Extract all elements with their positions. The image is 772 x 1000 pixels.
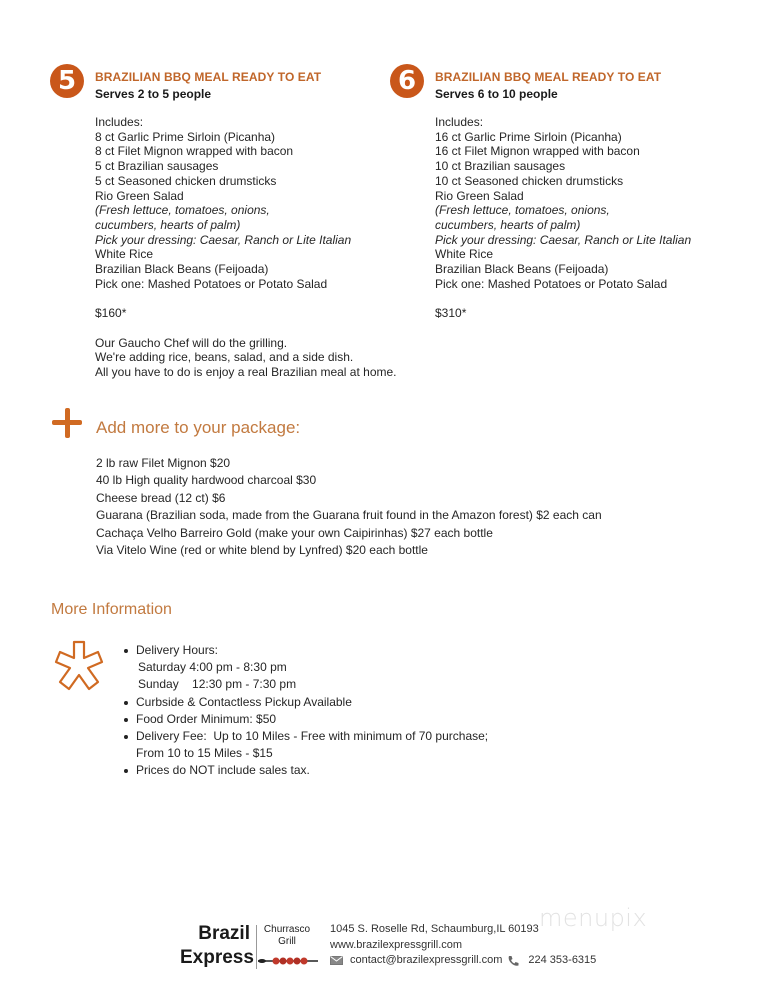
- info-list: [122, 642, 488, 780]
- addon-item: 2 lb raw Filet Mignon $20: [96, 456, 231, 470]
- address: 1045 S. Roselle Rd, Schaumburg,IL 60193: [330, 923, 539, 935]
- meal-item: Brazilian Black Beans (Feijoada): [95, 262, 269, 277]
- addon-item: Guarana (Brazilian soda, made from the Guarana fruit found in the Amazon forest) $2 each can: [96, 508, 602, 523]
- meal-item: 16 ct Garlic Prime Sirloin (Picanha): [435, 129, 622, 144]
- plus-icon: [52, 408, 82, 438]
- info-item-tax: Prices do NOT include sales tax.: [122, 762, 488, 779]
- info-item-minimum: Food Order Minimum: $50: [122, 711, 488, 728]
- salad-note: (Fresh lettuce, tomatoes, onions,: [435, 203, 610, 218]
- addmore-title: Add more to your package:: [96, 418, 301, 437]
- logo-divider: [256, 925, 257, 969]
- info-item-delivery-fee-2: From 10 to 15 Miles - $15: [136, 746, 273, 761]
- meal-title: BRAZILIAN BBQ MEAL READY TO EAT: [95, 70, 322, 84]
- addon-item: 40 lb High quality hardwood charcoal $30: [96, 473, 317, 488]
- number-badge-5: 5: [50, 64, 84, 98]
- email-link[interactable]: contact@brazilexpressgrill.com: [350, 954, 503, 966]
- meal-serves: Serves 2 to 5 people: [95, 87, 212, 101]
- meal-price: $160*: [95, 306, 127, 321]
- info-item-delivery-hours: Delivery Hours:: [122, 642, 488, 659]
- website-link[interactable]: www.brazilexpressgrill.com: [330, 938, 463, 951]
- asterisk-icon: [52, 640, 106, 694]
- number-badge-6: 6: [390, 64, 424, 98]
- footer: [180, 922, 600, 972]
- meal-item: 8 ct Garlic Prime Sirloin (Picanha): [95, 129, 276, 144]
- meal-item: Pick one: Mashed Potatoes or Potato Salad: [435, 276, 668, 291]
- includes-label: Includes:: [435, 115, 484, 129]
- addon-item: Cachaça Velho Barreiro Gold (make your own Caipirinhas) $27 each bottle: [96, 525, 493, 540]
- salad-note: cucumbers, hearts of palm): [95, 217, 241, 232]
- addmore-list: [96, 455, 602, 559]
- addon-item: Cheese bread (12 ct) $6: [96, 490, 226, 505]
- meal-title: BRAZILIAN BBQ MEAL READY TO EAT: [435, 70, 662, 84]
- logo-subtitle: Churrasco Grill: [263, 924, 311, 947]
- meal-item: 16 ct Filet Mignon wrapped with bacon: [435, 144, 640, 159]
- meal-item: 10 ct Seasoned chicken drumsticks: [435, 173, 624, 188]
- dressing-choice: Pick your dressing: Caesar, Ranch or Lite Italian: [435, 232, 692, 247]
- meal-note: All you have to do is enjoy a real Brazilian meal at home.: [95, 364, 397, 379]
- meal-item: White Rice: [435, 247, 494, 262]
- mail-icon: [330, 956, 343, 965]
- info-hours-sunday: Sunday 12:30 pm - 7:30 pm: [138, 677, 297, 692]
- meal-item: Brazilian Black Beans (Feijoada): [435, 262, 609, 277]
- addon-item: Via Vitelo Wine (red or white blend by Lynfred) $20 each bottle: [96, 543, 428, 558]
- meal-item: 5 ct Brazilian sausages: [95, 159, 219, 174]
- phone-number[interactable]: 224 353-6315: [528, 954, 597, 966]
- info-item-pickup: Curbside & Contactless Pickup Available: [122, 694, 488, 711]
- meal-item: Rio Green Salad: [435, 188, 524, 203]
- meal-item: 5 ct Seasoned chicken drumsticks: [95, 173, 277, 188]
- brand-logo: Brazil Express: [180, 923, 254, 968]
- meal-item: Pick one: Mashed Potatoes or Potato Salad: [95, 276, 328, 291]
- more-info-title: More Information: [51, 601, 172, 618]
- info-item-delivery-fee: Delivery Fee: Up to 10 Miles - Free with minimum of 70 purchase;: [122, 728, 488, 745]
- meal-price: $310*: [435, 306, 467, 321]
- meal-item: 10 ct Brazilian sausages: [435, 159, 566, 174]
- salad-note: (Fresh lettuce, tomatoes, onions,: [95, 203, 270, 218]
- dressing-choice: Pick your dressing: Caesar, Ranch or Lite Italian: [95, 232, 352, 247]
- salad-note: cucumbers, hearts of palm): [435, 217, 581, 232]
- phone-icon: [507, 955, 519, 967]
- info-hours-saturday: Saturday 4:00 pm - 8:30 pm: [138, 660, 287, 675]
- meal-item: Rio Green Salad: [95, 188, 184, 203]
- includes-label: Includes:: [95, 115, 144, 129]
- contact-info: [330, 922, 596, 969]
- meal-serves: Serves 6 to 10 people: [435, 87, 558, 101]
- skewer-icon: [258, 956, 318, 966]
- meal-note: We're adding rice, beans, salad, and a side dish.: [95, 350, 354, 365]
- watermark: menupix: [539, 904, 648, 932]
- meal-note: Our Gaucho Chef will do the grilling.: [95, 335, 288, 350]
- meal-item: White Rice: [95, 247, 154, 262]
- meal-item: 8 ct Filet Mignon wrapped with bacon: [95, 144, 294, 159]
